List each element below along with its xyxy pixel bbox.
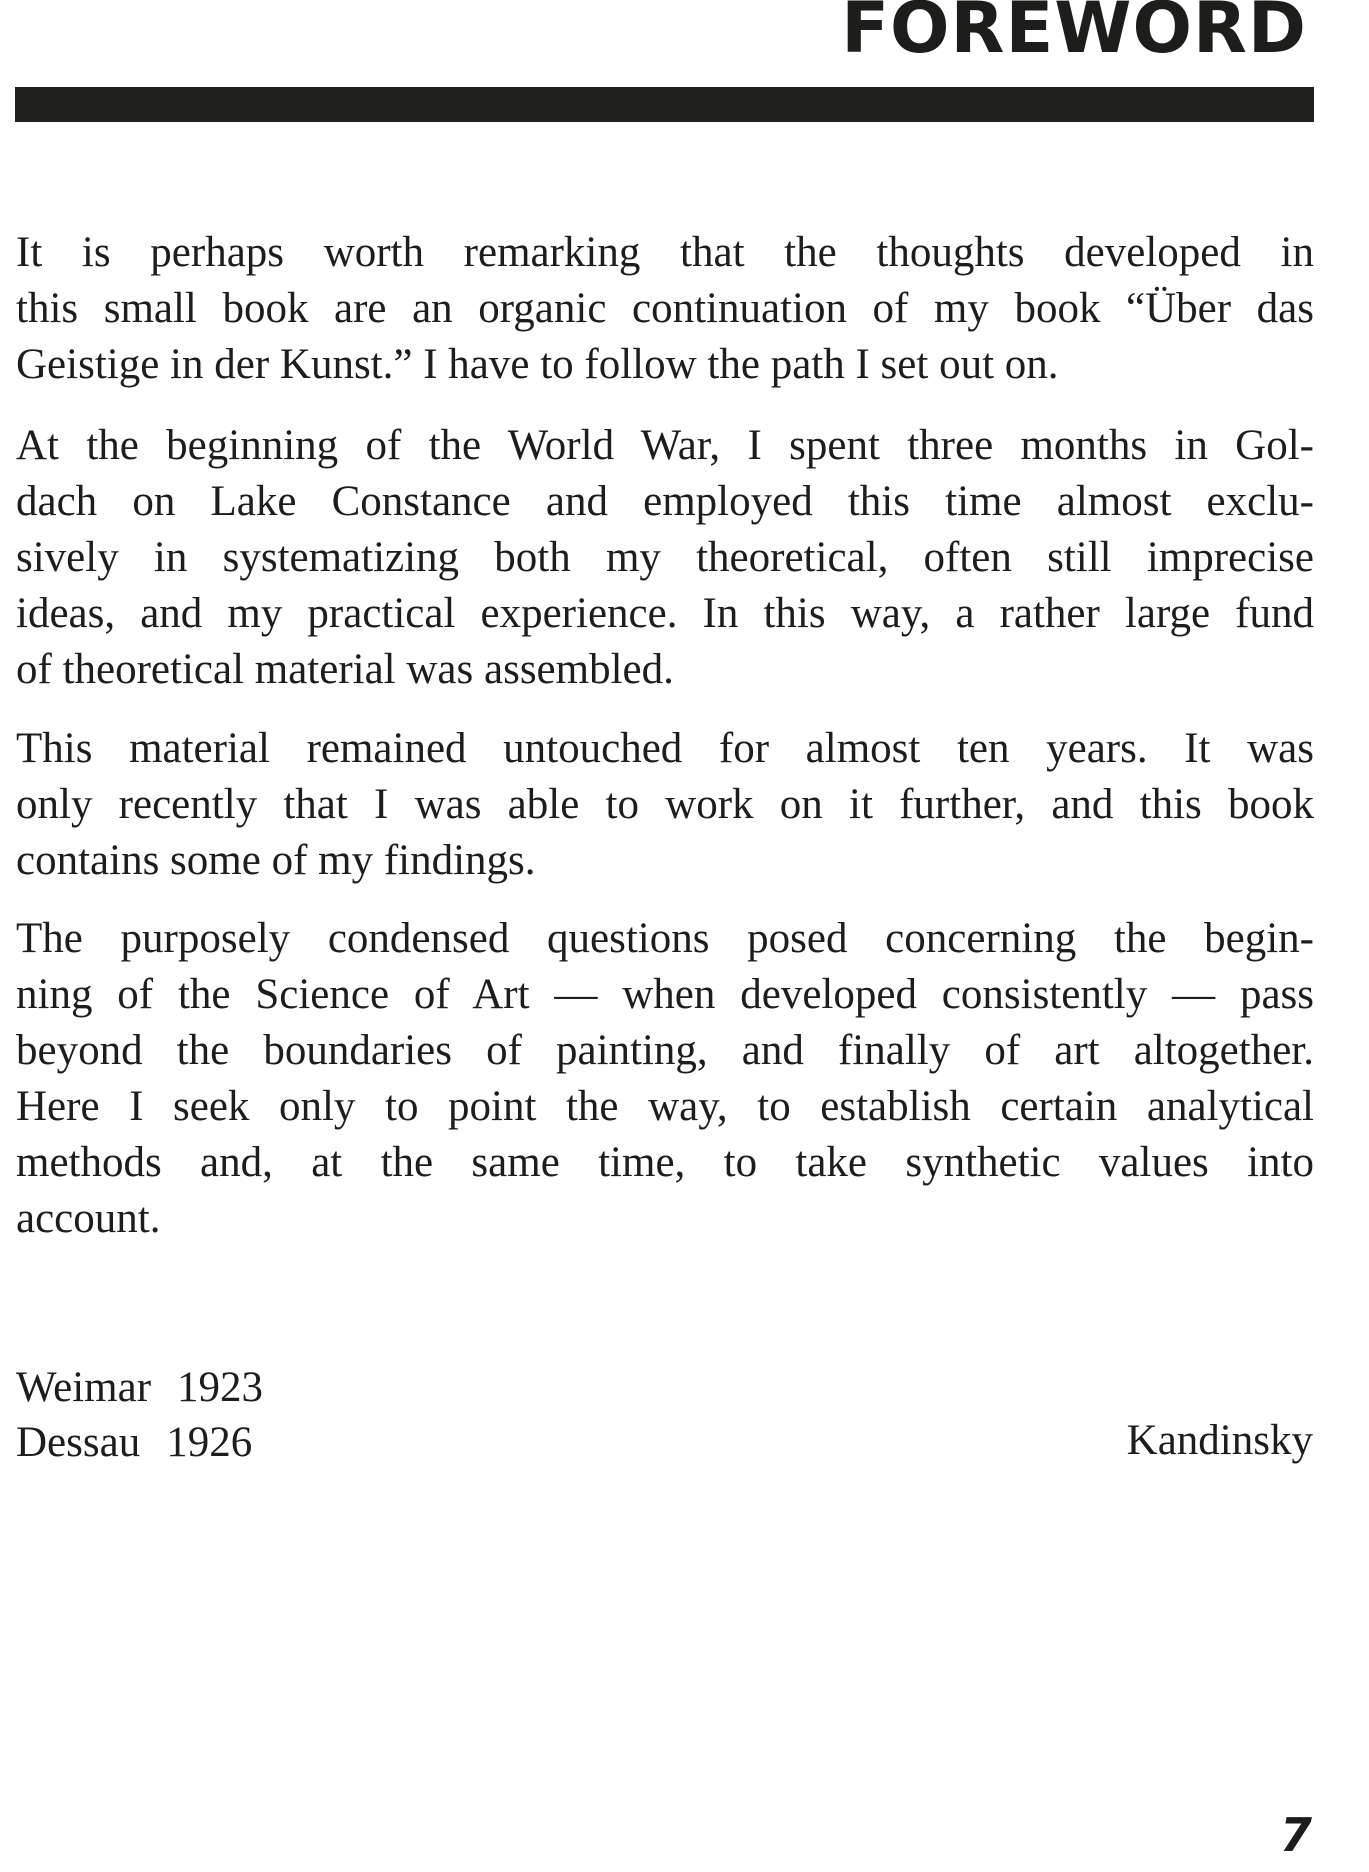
signature-place-date [16,1415,252,1471]
signature-year: 1923 [177,1364,264,1411]
title-rule [15,87,1314,122]
text-line: account. [16,1195,161,1242]
signature-author: Kandinsky [1126,1417,1313,1464]
text-line: of theoretical material was assembled. [16,646,674,693]
text-line: Here I seek only to point the way, to establish certain analytical [16,1083,1314,1130]
text-line: sively in systematizing both my theoretical, often still imprecise [16,534,1314,581]
text-line: dach on Lake Constance and employed this time almost exclu- [16,478,1314,525]
text-line: this small book are an organic continuation of my book “Über das [16,285,1314,332]
text-line: contains some of my findings. [16,837,536,884]
paragraph [16,911,1314,1247]
page-number: 7 [1279,1808,1312,1862]
text-line: ning of the Science of Art — when developed consistently — pass [16,971,1314,1018]
signature-place: Weimar [16,1364,152,1411]
paragraph [16,721,1314,889]
signature-place: Dessau [16,1419,141,1466]
text-line: This material remained untouched for almost ten years. It was [16,725,1314,772]
text-line: only recently that I was able to work on it further, and this book [16,781,1314,828]
signature-place-date [16,1360,263,1416]
text-line: ideas, and my practical experience. In this way, a rather large fund [16,590,1314,637]
text-line: The purposely condensed questions posed concerning the begin- [16,915,1314,962]
paragraph [16,418,1314,698]
text-line: methods and, at the same time, to take synthetic values into [16,1139,1314,1186]
text-line: It is perhaps worth remarking that the thoughts developed in [16,229,1314,276]
signature-year: 1926 [166,1419,253,1466]
text-line: Geistige in der Kunst.” I have to follow the path I set out on. [16,341,1059,388]
text-line: At the beginning of the World War, I spent three months in Gol- [16,422,1314,469]
paragraph [16,225,1314,393]
page-title: FOREWORD [841,0,1307,69]
text-line: beyond the boundaries of painting, and finally of art altogether. [16,1027,1314,1074]
